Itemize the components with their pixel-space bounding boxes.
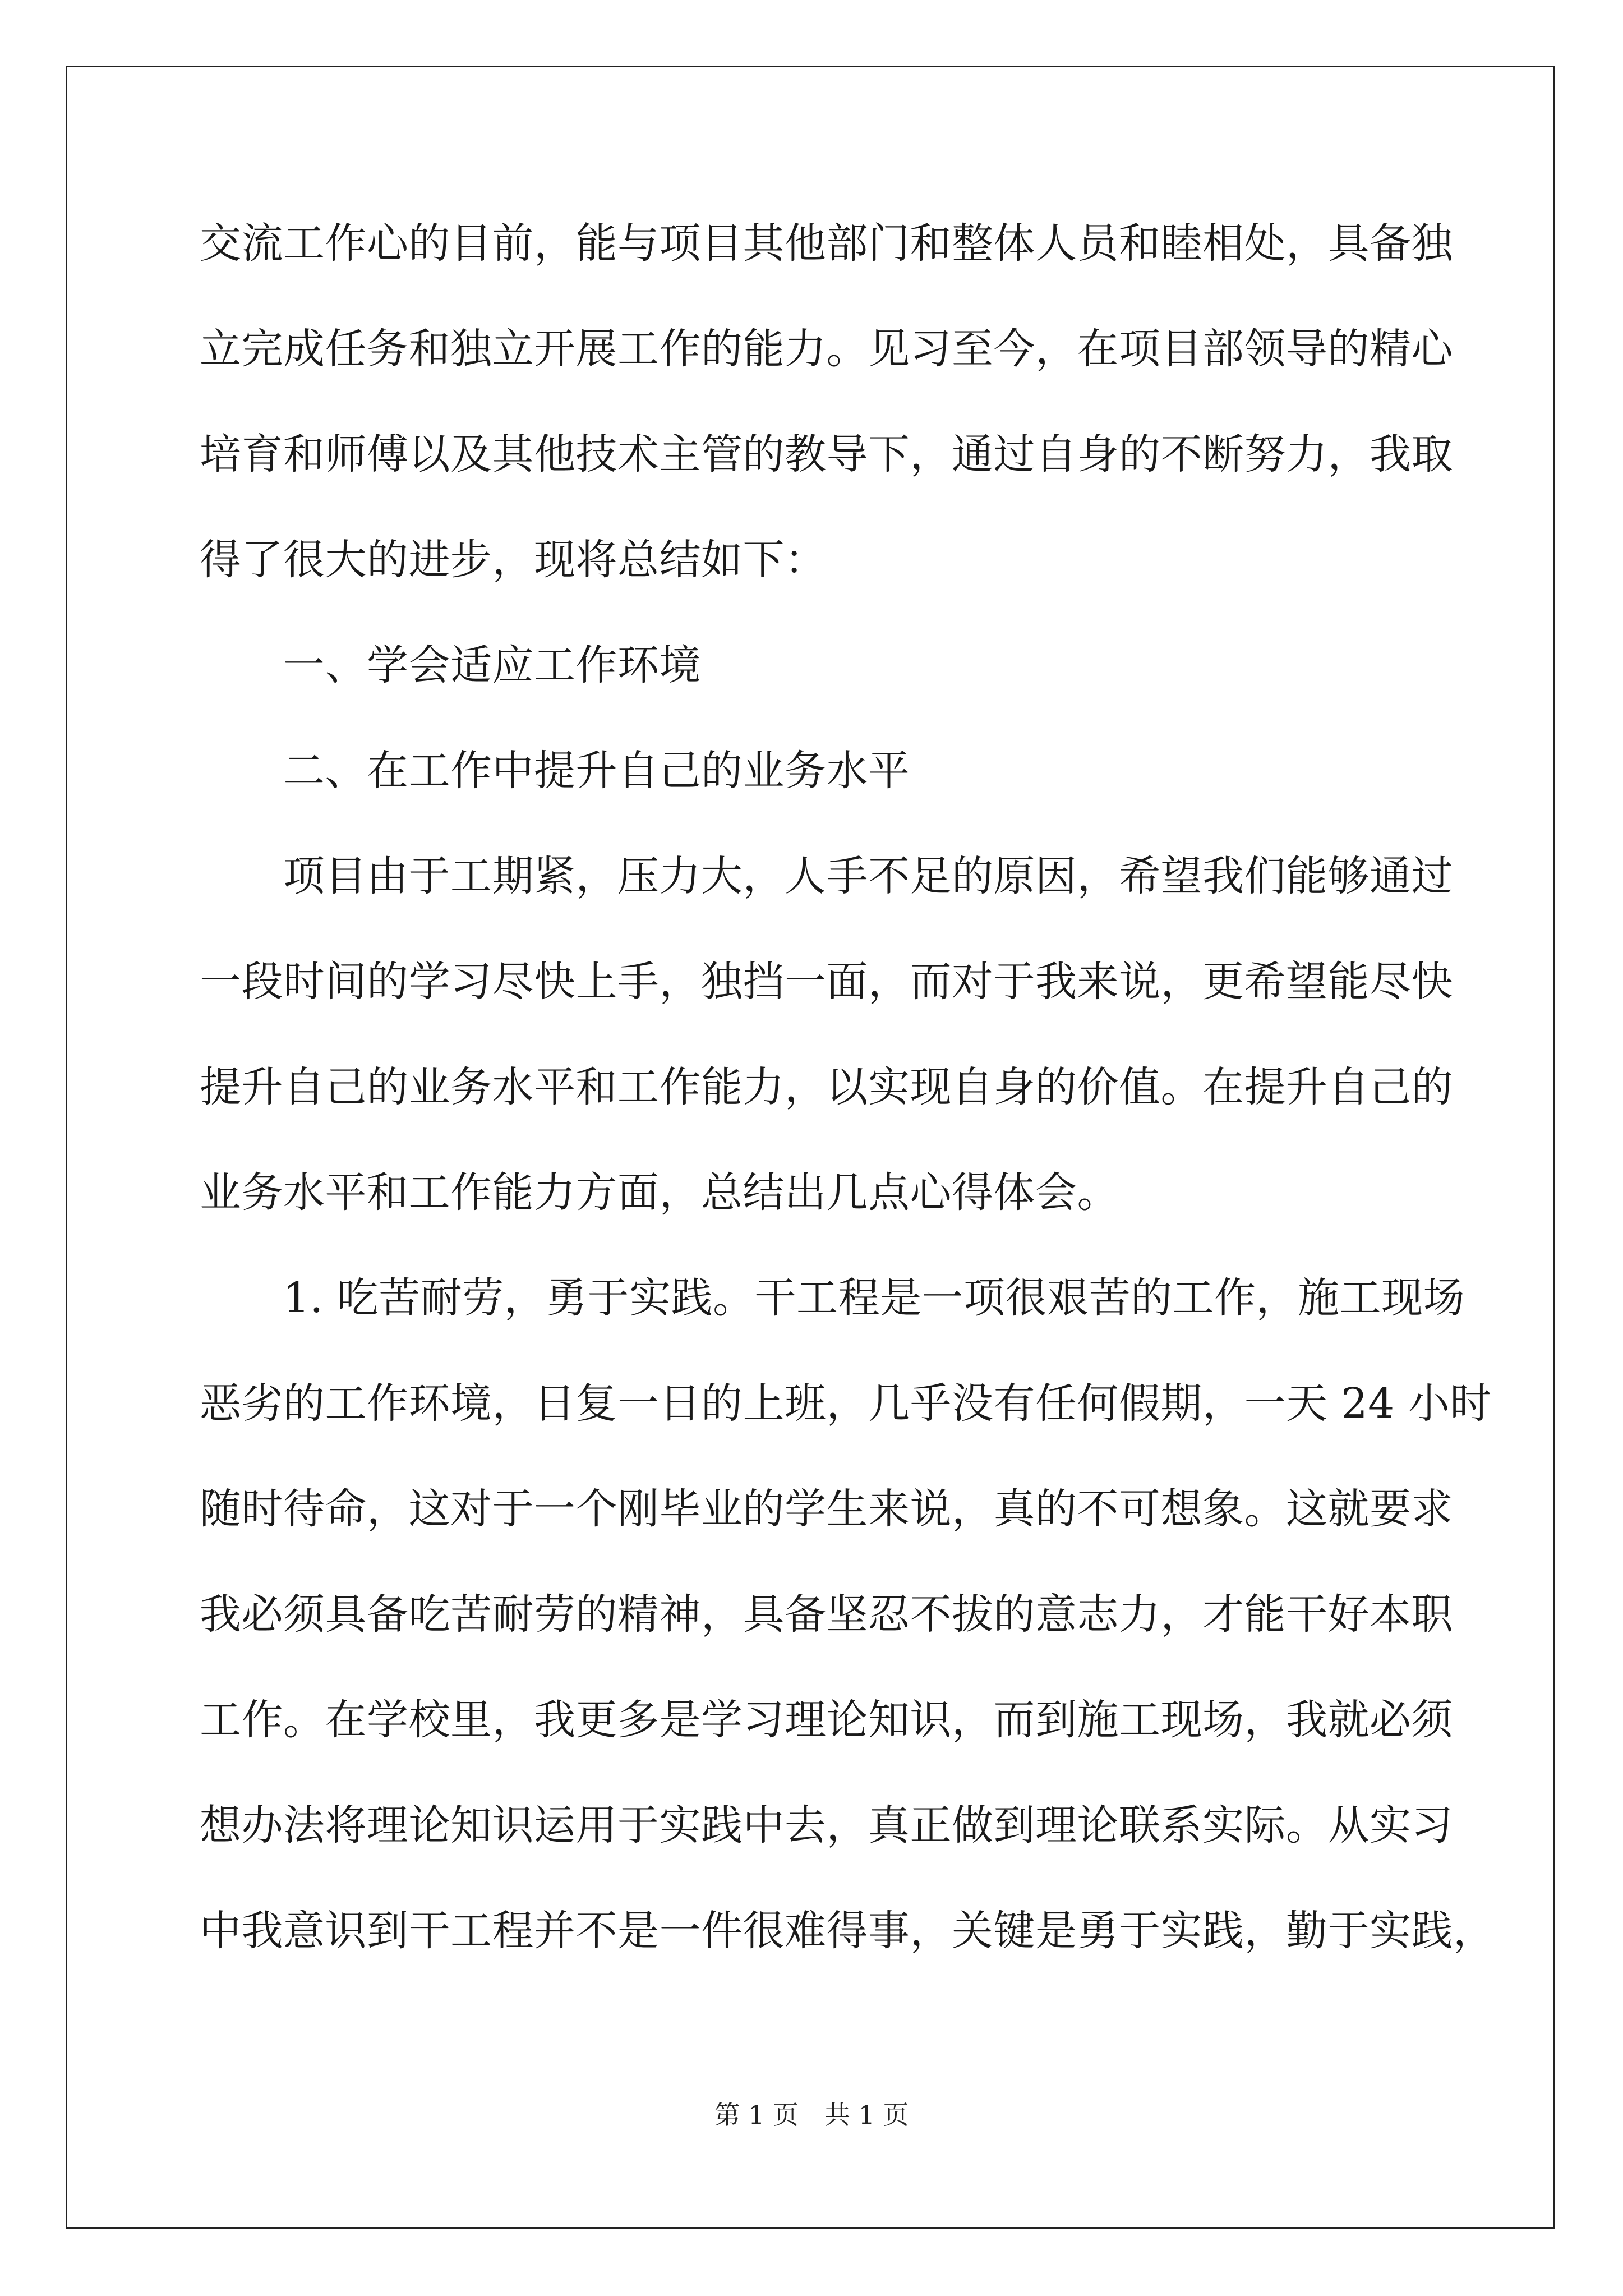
section-heading: 一、学会适应工作环境 xyxy=(200,641,701,689)
text-line: 想办法将理论知识运用于实践中去，真正做到理论联系实际。从实习 xyxy=(200,1801,1453,1849)
section-heading: 二、在工作中提升自己的业务水平 xyxy=(200,747,910,795)
document-body xyxy=(200,191,1495,1984)
text-line: 培育和师傅以及其他技术主管的教导下，通过自身的不断努力，我取 xyxy=(200,430,1453,478)
text-line: 工作。在学校里，我更多是学习理论知识，而到施工现场，我就必须 xyxy=(200,1696,1453,1744)
text-line: 提升自己的业务水平和工作能力，以实现自身的价值。在提升自己的 xyxy=(200,1063,1453,1111)
text-line: 项目由于工期紧，压力大，人手不足的原因，希望我们能够通过 xyxy=(200,852,1453,900)
text-line: 一段时间的学习尽快上手，独挡一面，而对于我来说，更希望能尽快 xyxy=(200,958,1453,1006)
text-line: 随时待命，这对于一个刚毕业的学生来说，真的不可想象。这就要求 xyxy=(200,1485,1453,1533)
text-line: 中我意识到干工程并不是一件很难得事，关键是勇于实践，勤于实践， xyxy=(200,1907,1495,1955)
text-line: 我必须具备吃苦耐劳的精神，具备坚忍不拔的意志力，才能干好本职 xyxy=(200,1590,1453,1639)
text-line: 业务水平和工作能力方面，总结出几点心得体会。 xyxy=(200,1168,1119,1217)
text-line: 交流工作心的目前，能与项目其他部门和整体人员和睦相处，具备独 xyxy=(200,219,1453,268)
text-line: 得了很大的进步，现将总结如下： xyxy=(200,536,827,584)
page-footer: 第 1 页 共 1 页 xyxy=(714,2100,909,2130)
text-line: 恶劣的工作环境，日复一日的上班，几乎没有任何假期，一天 24 小时 xyxy=(200,1379,1492,1428)
text-line: 1. 吃苦耐劳，勇于实践。干工程是一项很艰苦的工作，施工现场 xyxy=(200,1274,1465,1322)
text-line: 立完成任务和独立开展工作的能力。见习至今，在项目部领导的精心 xyxy=(200,325,1453,373)
